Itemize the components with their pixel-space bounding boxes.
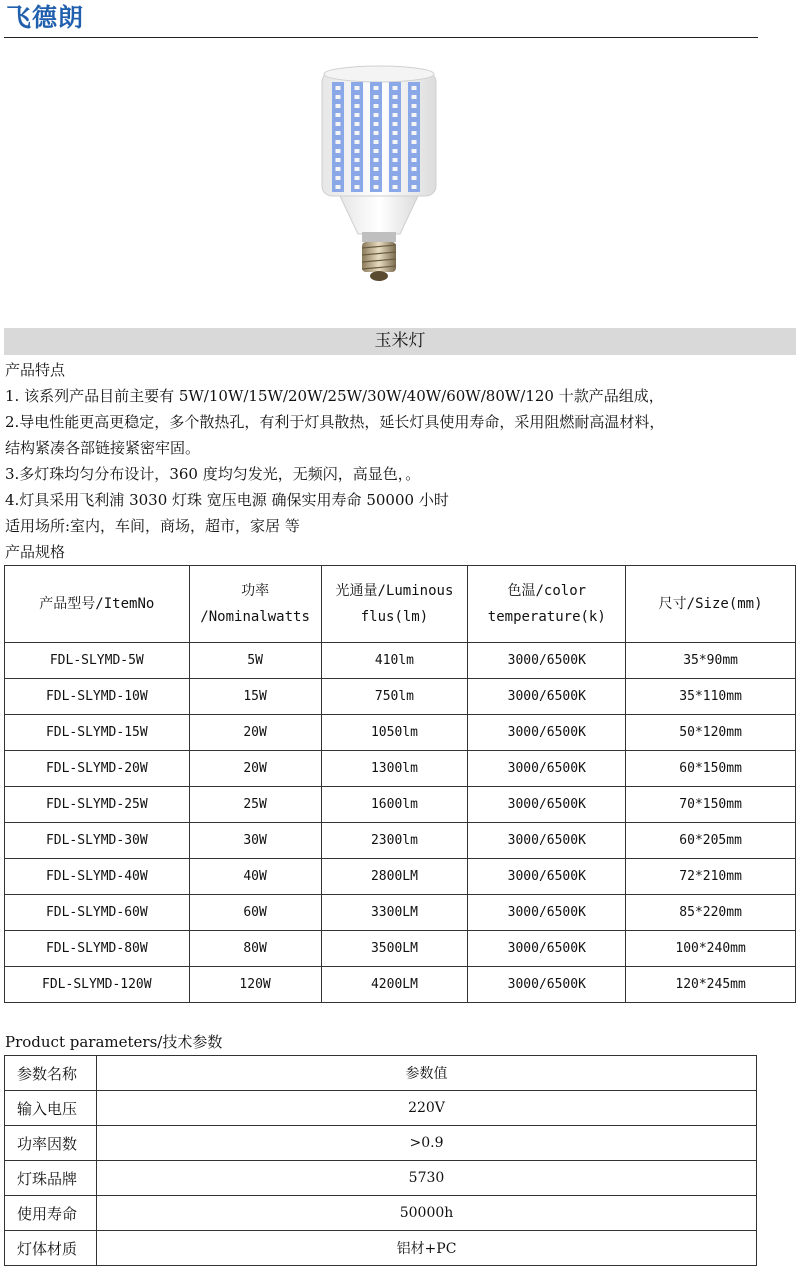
- spec-heading: 产品规格: [5, 543, 66, 561]
- spec-cell: 1300lm: [321, 751, 468, 787]
- led-chip: [336, 185, 341, 189]
- spec-cell: 60*205mm: [626, 823, 796, 859]
- led-chip: [374, 122, 379, 126]
- spec-header-text: /Nominalwatts: [200, 609, 310, 625]
- spec-cell: FDL-SLYMD-15W: [5, 715, 190, 751]
- led-chip: [336, 104, 341, 108]
- led-chip: [412, 122, 417, 126]
- led-chip: [393, 113, 398, 117]
- led-chip: [336, 176, 341, 180]
- spec-cell: 30W: [189, 823, 321, 859]
- spec-cell: 3000/6500K: [468, 859, 626, 895]
- spec-header-text: flus(lm): [360, 609, 429, 625]
- spec-header-text: temperature(k): [487, 609, 606, 625]
- spec-header-text: 尺寸/Size(mm): [658, 596, 763, 612]
- spec-header-cell: [321, 566, 468, 643]
- spec-cell: 1050lm: [321, 715, 468, 751]
- led-chip: [355, 113, 360, 117]
- param-name: 参数名称: [5, 1056, 97, 1091]
- spec-cell: 3000/6500K: [468, 751, 626, 787]
- led-chip: [412, 86, 417, 90]
- spec-row: [5, 967, 796, 1003]
- spec-row: [5, 643, 796, 679]
- product-title: 玉米灯: [4, 328, 796, 355]
- led-chip: [393, 95, 398, 99]
- spec-cell: 70*150mm: [626, 787, 796, 823]
- led-chip: [393, 167, 398, 171]
- spec-cell: FDL-SLYMD-30W: [5, 823, 190, 859]
- spec-cell: 20W: [189, 751, 321, 787]
- spec-cell: 3000/6500K: [468, 931, 626, 967]
- led-chip: [336, 158, 341, 162]
- led-chip: [355, 86, 360, 90]
- led-chip: [336, 149, 341, 153]
- led-chip: [355, 167, 360, 171]
- spec-cell: 60*150mm: [626, 751, 796, 787]
- params-heading: Product parameters/技术参数: [5, 1033, 223, 1051]
- spec-cell: FDL-SLYMD-40W: [5, 859, 190, 895]
- led-chip: [374, 131, 379, 135]
- led-chip: [355, 122, 360, 126]
- spec-cell: 2800LM: [321, 859, 468, 895]
- led-chip: [393, 149, 398, 153]
- params-row: [5, 1231, 757, 1266]
- spec-header-cell: [468, 566, 626, 643]
- led-chip: [336, 95, 341, 99]
- spec-header-text: 功率: [241, 583, 270, 599]
- spec-row: [5, 895, 796, 931]
- led-chip: [355, 185, 360, 189]
- led-chip: [355, 149, 360, 153]
- spec-cell: 72*210mm: [626, 859, 796, 895]
- param-value: 铝材+PC: [97, 1231, 757, 1266]
- spec-cell: 15W: [189, 679, 321, 715]
- param-value: 220V: [97, 1091, 757, 1126]
- led-chip: [412, 104, 417, 108]
- spec-cell: FDL-SLYMD-25W: [5, 787, 190, 823]
- spec-cell: FDL-SLYMD-10W: [5, 679, 190, 715]
- spec-cell: 85*220mm: [626, 895, 796, 931]
- led-chip: [355, 104, 360, 108]
- spec-cell: 3500LM: [321, 931, 468, 967]
- params-row: [5, 1196, 757, 1231]
- spec-cell: 40W: [189, 859, 321, 895]
- spec-cell: FDL-SLYMD-20W: [5, 751, 190, 787]
- led-chip: [374, 149, 379, 153]
- spec-row: [5, 751, 796, 787]
- features-heading: 产品特点: [5, 361, 66, 379]
- spec-cell: 3000/6500K: [468, 679, 626, 715]
- led-chip: [374, 176, 379, 180]
- led-chip: [355, 158, 360, 162]
- spec-cell: 20W: [189, 715, 321, 751]
- page-header: [0, 0, 800, 40]
- spec-cell: 3000/6500K: [468, 895, 626, 931]
- spec-cell: 4200LM: [321, 967, 468, 1003]
- spec-cell: FDL-SLYMD-60W: [5, 895, 190, 931]
- led-chip: [412, 140, 417, 144]
- spec-cell: 100*240mm: [626, 931, 796, 967]
- led-chip: [374, 95, 379, 99]
- param-value: 参数值: [97, 1056, 757, 1091]
- param-value: >0.9: [97, 1126, 757, 1161]
- led-chip: [374, 140, 379, 144]
- spec-cell: 1600lm: [321, 787, 468, 823]
- led-chip: [374, 104, 379, 108]
- led-chip: [412, 167, 417, 171]
- spec-cell: 35*110mm: [626, 679, 796, 715]
- spec-cell: 2300lm: [321, 823, 468, 859]
- spec-cell: 3000/6500K: [468, 823, 626, 859]
- led-chip: [412, 113, 417, 117]
- brand-logo: 飞德朗: [6, 3, 85, 32]
- spec-header-row: [5, 566, 796, 643]
- spec-header-cell: [5, 566, 190, 643]
- led-chip: [412, 176, 417, 180]
- led-chip: [393, 131, 398, 135]
- spec-cell: 3000/6500K: [468, 643, 626, 679]
- led-chip: [336, 113, 341, 117]
- spec-row: [5, 787, 796, 823]
- spec-row: [5, 679, 796, 715]
- spec-cell: 60W: [189, 895, 321, 931]
- led-chip: [393, 104, 398, 108]
- led-chip: [412, 158, 417, 162]
- led-chip: [412, 185, 417, 189]
- param-name: 灯珠品牌: [5, 1161, 97, 1196]
- params-table: [4, 1055, 757, 1266]
- param-name: 使用寿命: [5, 1196, 97, 1231]
- spec-cell: 50*120mm: [626, 715, 796, 751]
- spec-row: [5, 859, 796, 895]
- params-row: [5, 1161, 757, 1196]
- led-chip: [393, 86, 398, 90]
- corn-lamp-image: [318, 64, 440, 284]
- param-name: 输入电压: [5, 1091, 97, 1126]
- led-chip: [374, 158, 379, 162]
- led-chip: [374, 185, 379, 189]
- param-value: 50000h: [97, 1196, 757, 1231]
- led-chip: [355, 131, 360, 135]
- feature-line: 适用场所:室内，车间，商场，超市，家居 等: [5, 517, 300, 535]
- spec-cell: FDL-SLYMD-80W: [5, 931, 190, 967]
- spec-cell: 750lm: [321, 679, 468, 715]
- spec-cell: FDL-SLYMD-120W: [5, 967, 190, 1003]
- features-section: [5, 357, 795, 565]
- led-chip: [412, 149, 417, 153]
- led-chip: [336, 122, 341, 126]
- spec-row: [5, 823, 796, 859]
- spec-cell: 3000/6500K: [468, 787, 626, 823]
- spec-header-text: 色温/color: [507, 583, 587, 599]
- spec-header-text: 产品型号/ItemNo: [39, 596, 155, 612]
- led-chip: [393, 140, 398, 144]
- spec-cell: 3300LM: [321, 895, 468, 931]
- params-row: [5, 1126, 757, 1161]
- led-chip: [393, 176, 398, 180]
- spec-row: [5, 715, 796, 751]
- spec-cell: 25W: [189, 787, 321, 823]
- feature-line: 4.灯具采用飞利浦 3030 灯珠 宽压电源 确保实用寿命 50000 小时: [5, 491, 449, 509]
- feature-line: 3.多灯珠均匀分布设计，360 度均匀发光，无频闪，高显色，。: [5, 465, 421, 483]
- led-chip: [393, 122, 398, 126]
- params-row: [5, 1056, 757, 1091]
- feature-line: 1. 该系列产品目前主要有 5W/10W/15W/20W/25W/30W/40W/60W/80W/120 十款产品组成，: [5, 387, 664, 405]
- led-chip: [374, 113, 379, 117]
- spec-cell: 35*90mm: [626, 643, 796, 679]
- header-divider: [4, 37, 758, 38]
- spec-row: [5, 931, 796, 967]
- spec-header-text: 光通量/Luminous: [335, 583, 454, 599]
- led-chip: [355, 95, 360, 99]
- spec-header-cell: [626, 566, 796, 643]
- param-name: 功率因数: [5, 1126, 97, 1161]
- spec-cell: 5W: [189, 643, 321, 679]
- spec-header-cell: [189, 566, 321, 643]
- led-chip: [412, 131, 417, 135]
- params-row: [5, 1091, 757, 1126]
- spec-cell: FDL-SLYMD-5W: [5, 643, 190, 679]
- led-chip: [393, 158, 398, 162]
- feature-line: 2.导电性能更高更稳定，多个散热孔，有利于灯具散热，延长灯具使用寿命，采用阻燃耐高温材料，: [5, 413, 665, 431]
- spec-table: [4, 565, 796, 1003]
- led-chip: [336, 140, 341, 144]
- spec-cell: 120*245mm: [626, 967, 796, 1003]
- led-chip: [336, 86, 341, 90]
- spec-cell: 3000/6500K: [468, 715, 626, 751]
- param-name: 灯体材质: [5, 1231, 97, 1266]
- led-chip: [336, 131, 341, 135]
- led-chip: [355, 140, 360, 144]
- spec-cell: 410lm: [321, 643, 468, 679]
- led-chip: [412, 95, 417, 99]
- feature-line: 结构紧凑各部链接紧密牢固。: [5, 439, 201, 457]
- led-chip: [336, 167, 341, 171]
- led-chip: [374, 86, 379, 90]
- spec-cell: 120W: [189, 967, 321, 1003]
- led-chip: [374, 167, 379, 171]
- led-chip: [393, 185, 398, 189]
- led-chip: [355, 176, 360, 180]
- spec-cell: 80W: [189, 931, 321, 967]
- param-value: 5730: [97, 1161, 757, 1196]
- spec-cell: 3000/6500K: [468, 967, 626, 1003]
